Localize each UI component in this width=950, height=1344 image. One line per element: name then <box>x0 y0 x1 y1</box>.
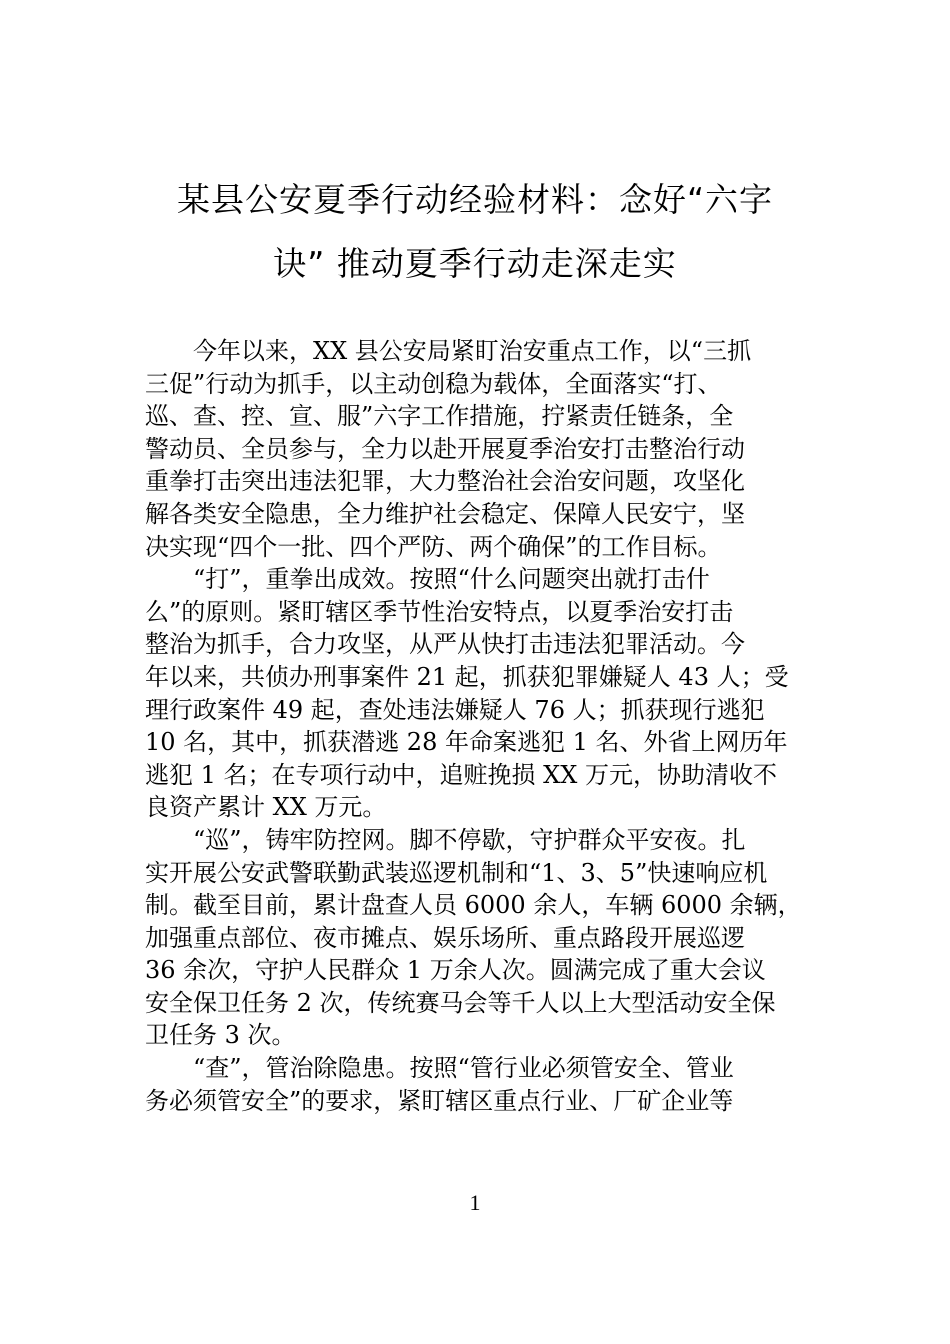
text-line: 实开展公安武警联勤武装巡逻机制和“1、3、5”快速响应机 <box>145 858 768 887</box>
document-body <box>145 335 807 1117</box>
text-line: 决实现“四个一批、四个严防、两个确保”的工作目标。 <box>145 532 722 561</box>
paragraph-patrol <box>145 824 807 1052</box>
text-line: 10 名，其中，抓获潜逃 28 年命案逃犯 1 名、外省上网历年 <box>145 728 788 757</box>
paragraph-inspect <box>145 1052 807 1117</box>
text-line: 整治为抓手，合力攻坚，从严从快打击违法犯罪活动。今 <box>145 630 745 659</box>
title-line-2: 诀” 推动夏季行动走深走实 <box>273 244 677 283</box>
text-line: 么”的原则。紧盯辖区季节性治安特点，以夏季治安打击 <box>145 597 734 626</box>
text-line: 重拳打击突出违法犯罪，大力整治社会治安问题，攻坚化 <box>145 467 745 496</box>
text-line: 理行政案件 49 起，查处违法嫌疑人 76 人；抓获现行逃犯 <box>145 695 765 724</box>
text-line: 解各类安全隐患，全力维护社会稳定、保障人民安宁，坚 <box>145 499 745 528</box>
text-line: “打”，重拳出成效。按照“什么问题突出就打击什 <box>193 565 710 594</box>
text-line: 年以来，共侦办刑事案件 21 起，抓获犯罪嫌疑人 43 人；受 <box>145 662 789 691</box>
text-line: “查”，管治除隐患。按照“管行业必须管安全、管业 <box>193 1054 734 1083</box>
text-line: “巡”，铸牢防控网。脚不停歇，守护群众平安夜。扎 <box>193 825 746 854</box>
text-line: 加强重点部位、夜市摊点、娱乐场所、重点路段开展巡逻 <box>145 923 745 952</box>
paragraph-intro <box>145 335 807 563</box>
text-line: 警动员、全员参与，全力以赴开展夏季治安打击整治行动 <box>145 434 745 463</box>
text-line: 三促”行动为抓手，以主动创稳为载体，全面落实“打、 <box>145 369 722 398</box>
text-line: 制。截至目前，累计盘查人员 6000 余人，车辆 6000 余辆， <box>145 891 802 920</box>
text-line: 巡、查、控、宣、服”六字工作措施，拧紧责任链条，全 <box>145 402 734 431</box>
text-line: 安全保卫任务 2 次，传统赛马会等千人以上大型活动安全保 <box>145 988 776 1017</box>
text-line: 卫任务 3 次。 <box>145 1021 296 1050</box>
title-line-1: 某县公安夏季行动经验材料：念好“六字 <box>176 180 774 219</box>
paragraph-strike <box>145 563 807 824</box>
text-line: 36 余次，守护人民群众 1 万余人次。圆满完成了重大会议 <box>145 956 766 985</box>
text-line: 良资产累计 XX 万元。 <box>145 793 387 822</box>
text-line: 务必须管安全”的要求，紧盯辖区重点行业、厂矿企业等 <box>145 1086 734 1115</box>
document-title <box>145 168 805 296</box>
text-line: 今年以来，XX 县公安局紧盯治安重点工作，以“三抓 <box>193 337 752 365</box>
page-number: 1 <box>469 1190 481 1215</box>
text-line: 逃犯 1 名；在专项行动中，追赃挽损 XX 万元，协助清收不 <box>145 760 777 789</box>
